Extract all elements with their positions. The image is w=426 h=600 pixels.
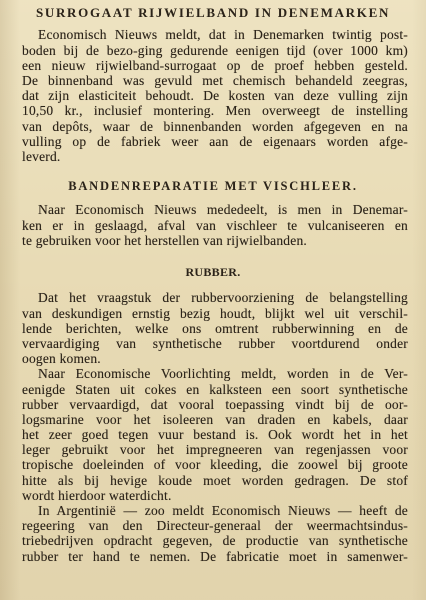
text-line: eenigde Staten uit cokes en kalksteen een soort synthetische	[22, 381, 408, 397]
text-line: hitte als bij hevige koude moet worden gedragen. De stof	[22, 472, 408, 488]
text-line: rubber ter hand te nemen. De fabricatie moet in samenwer-	[22, 548, 408, 564]
text-line: 10,50 kr., inclusief montering. Men overweegt de instelling	[22, 103, 408, 119]
text-line: van depôts, waar de binnenbanden worden afgegeven en na	[22, 118, 408, 134]
article-heading: SURROGAAT RIJWIELBAND IN DENEMARKEN	[35, 5, 391, 20]
text-line: Naar Economisch Nieuws mededeelt, is men in Denemar-	[38, 202, 408, 218]
text-line: regeering van den Directeur-generaal der weermachtsindus-	[22, 518, 408, 534]
text-line: logsmarine voor het isoleeren van draden en kabels, daar	[22, 411, 408, 427]
text-line: tropische doeleinden of voor kleeding, die zoowel bij groote	[22, 457, 408, 473]
text-line: van deskundigen ernstig bezig houdt, blijkt wel uit verschil-	[22, 305, 408, 321]
text-line: boden bij de bezo-ging gedurende eenigen tijd (over 1000 km)	[22, 42, 408, 58]
text-line: te gebruiken voor het herstellen van rijwielbanden.	[22, 232, 307, 248]
article-heading: BANDENREPARATIE MET VISCHLEER.	[68, 179, 358, 193]
text-line: wordt hierdoor waterdicht.	[22, 487, 172, 503]
paragraph	[22, 202, 408, 248]
text-line: vervaardiging van synthetische rubber voortdurend onder	[22, 335, 408, 351]
text-line: het zeer goed tegen vuur bestand is. Ook wordt het in het	[22, 427, 408, 443]
text-line: Dat het vraagstuk der rubbervoorziening de belangstelling	[38, 290, 408, 306]
text-line: rubber vervaardigd, dat vooral toepassing vindt bij de oor-	[22, 396, 408, 412]
text-line: Naar Economische Voorlichting meldt, worden in de Ver-	[38, 366, 408, 382]
text-line: leger gebruikt voor het impregneeren van regenjassen voor	[22, 442, 408, 458]
text-line: leverd.	[22, 148, 61, 164]
text-line: een nieuw rijwielband-surrogaat op de proef hebben gesteld.	[22, 57, 408, 73]
paragraph	[22, 290, 408, 366]
article-body	[22, 202, 408, 248]
text-line: lende berichten, welke ons omtrent rubberwinning en de	[22, 320, 408, 336]
text-line: In Argentinië — zoo meldt Economisch Nieuws — heeft de	[38, 503, 408, 519]
article-heading: RUBBER.	[185, 265, 241, 279]
paragraph	[22, 503, 408, 564]
text-line: vulling op de fabriek weer aan de eigenaars worden afge-	[22, 133, 408, 149]
article-body	[22, 27, 408, 164]
text-line: oogen komen.	[22, 351, 101, 367]
text-line: De binnenband was gevuld met chemisch behandeld zeegras,	[22, 72, 408, 88]
paragraph	[22, 366, 408, 503]
paragraph	[22, 27, 408, 164]
text-line: ken er in geslaagd, afval van vischleer te vulcaniseeren en	[22, 217, 408, 233]
text-line: dat zijn elasticiteit behoudt. De kosten van deze vulling zijn	[22, 88, 408, 104]
text-line: triebedrijven opdracht gegeven, de productie van synthetische	[22, 533, 408, 549]
text-line: Economisch Nieuws meldt, dat in Denemarken twintig post-	[38, 27, 408, 43]
article-body	[22, 290, 408, 563]
